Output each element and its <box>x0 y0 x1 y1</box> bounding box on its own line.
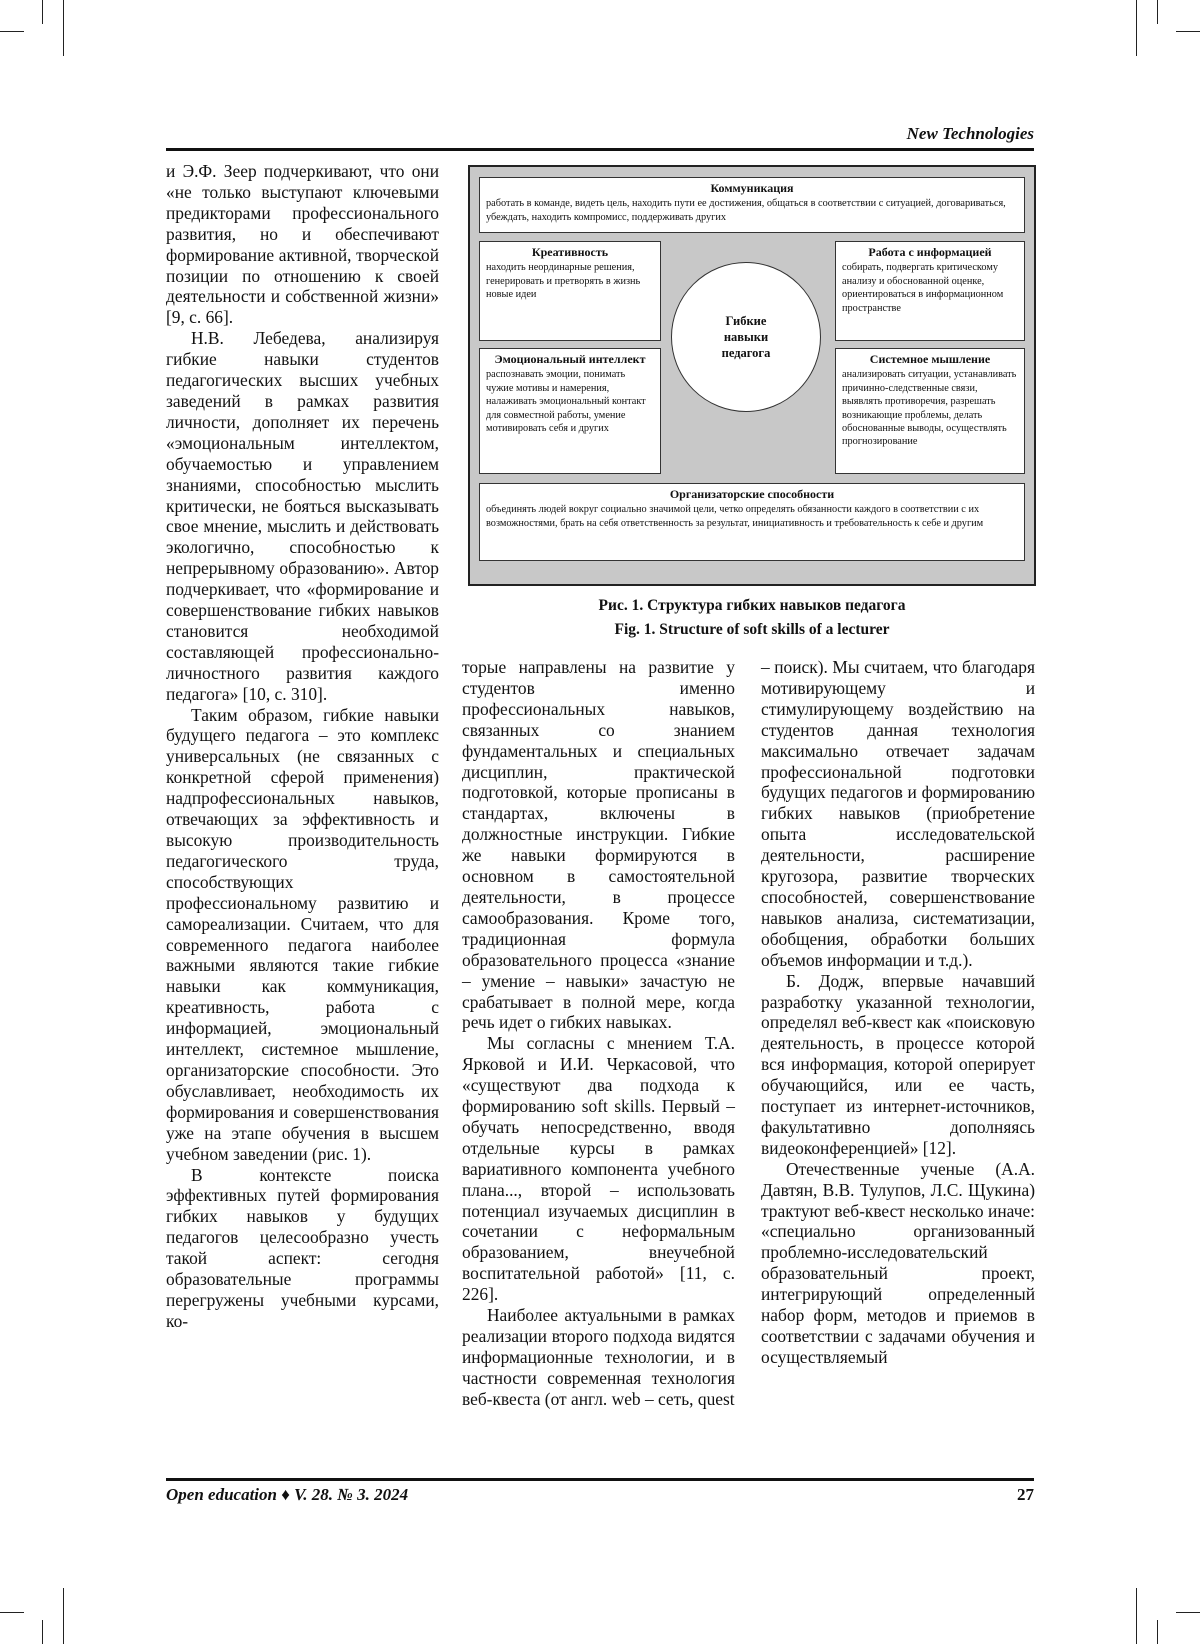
paragraph: – поиск). Мы считаем, что благодаря мотивирующему и стимулирующему воздействию на студентов данная технология максимально отвечает задачам профессиональной подготовки будущих педагогов и формированию гибких навыков (приобретение опыта исследовательской деятельности, расширение кругозора, развитие творческих способностей, совершенствование навыков анализа, систематизации, обобщения, обработки больших объемов информации и т.д.). <box>761 657 1035 970</box>
figure-caption-ru: Рис. 1. Структура гибких навыков педагога <box>598 597 906 614</box>
left-column <box>166 161 439 1332</box>
skill-box-information <box>835 241 1025 341</box>
middle-column <box>462 657 735 1410</box>
skill-title: Работа с информацией <box>868 245 992 259</box>
page-number: 27 <box>1017 1485 1034 1504</box>
skill-title: Эмоциональный интеллект <box>494 352 646 366</box>
paragraph: Таким образом, гибкие навыки будущего педагога – это комплекс универсальных (не связанных с конкретной сферой применения) надпрофессиональных навыков, отвечающих за эффективность и высокую производительность педагогического труда, способствующих профессиональному развитию и самореализации. Считаем, что для современного педагога наиболее важными являются такие гибкие навыки как коммуникация, креативность, работа с информацией, эмоциональный интеллект, системное мышление, организаторские способности. Это обуславливает, необходимость их формирования и совершенствования уже на этапе обучения в высшем учебном заведении (рис. 1). <box>166 704 439 1164</box>
paragraph: Н.В. Лебедева, анализируя гибкие навыки студентов педагогических высших учебных заведений в рамках развития личности, дополняет их перечень «эмоциональным интеллектом, обучаемостью и управлением знаниями, способностью мыслить критически, не бояться высказывать свое мнение, мыслить и действовать экологично, способностью к непрерывному образованию». Автор подчеркивает, что «формирование и совершенствование гибких навыков становится необходимой составляющей профессионально-личностного развития каждого педагога» [10, с. 310]. <box>166 328 439 704</box>
skill-box-emotional-intelligence <box>479 348 661 474</box>
crop-mark <box>63 1588 64 1644</box>
crop-mark <box>63 0 64 56</box>
paragraph: Б. Додж, впервые начавший разработку указанной технологии, определял веб-квест как «поисковую деятельность, в процессе которой вся информация, которой оперирует обучающийся, или ее часть, поступает из интернет-источников, факультативно дополняясь видеоконференцией» [12]. <box>761 970 1035 1158</box>
journal-citation: Open education ♦ V. 28. № 3. 2024 <box>166 1485 409 1504</box>
skill-description: собирать, подвергать критическому анализу и обоснованной оценке, ориентироваться в информационном пространстве <box>842 262 1004 314</box>
crop-mark <box>1157 0 1158 24</box>
paragraph: торые направлены на развитие у студентов именно профессиональных навыков, связанных со знанием фундаментальных и специальных дисциплин, практической подготовкой, которые прописаны в стандартах, включены в должностные инструкции. Гибкие же навыки формируются в основном в самостоятельной деятельности, в процессе самообразования. Кроме того, традиционная формула образовательного процесса «знание – умение – навыки» зачастую не срабатывает в полной мере, когда речь идет о гибких навыках. <box>462 657 735 1033</box>
figure-caption-en: Fig. 1. Structure of soft skills of a lecturer <box>614 621 890 638</box>
skill-description: работать в команде, видеть цель, находить пути ее достижения, общаться в соответствии с ситуацией, договариваться, убеждать, находить компромисс, поддерживать других <box>486 198 1006 223</box>
skill-box-organization <box>479 483 1025 561</box>
paragraph: Наиболее актуальными в рамках реализации второго подхода видятся информационные технологии, и в частности современная технология веб-квеста (от англ. web – сеть, quest <box>462 1305 735 1409</box>
skill-description: находить неординарные решения, генерировать и претворять в жизнь новые идеи <box>486 262 641 301</box>
skill-title: Креативность <box>531 245 609 259</box>
crop-mark <box>1176 1612 1200 1613</box>
center-circle: Гибкие навыки педагога <box>671 262 821 412</box>
crop-mark <box>1157 1620 1158 1644</box>
skill-title: Коммуникация <box>710 181 794 195</box>
skill-description: объединять людей вокруг социально значимой цели, четко определять обязанности каждого в соответствии с их возможностями, брать на себя ответственность за результат, инициативность и требовательность к себе и другим <box>486 504 984 529</box>
skill-box-creativity <box>479 241 661 341</box>
skill-title: Системное мышление <box>869 352 991 366</box>
crop-mark <box>0 1612 24 1613</box>
paragraph: Отечественные ученые (А.А. Давтян, В.В. Тулупов, Л.С. Щукина) трактуют веб-квест несколько иначе: «специально организованный проблемно-исследовательский образовательный проект, интегрирующий определенный набор форм, методов и приемов в соответствии с задачами обучения и осуществляемый <box>761 1158 1035 1367</box>
footer-rule <box>166 1478 1034 1481</box>
right-column <box>761 657 1035 1368</box>
skill-box-systems-thinking <box>835 348 1025 474</box>
crop-mark <box>0 31 24 32</box>
crop-mark <box>1136 0 1137 56</box>
running-head: New Technologies <box>166 124 1034 151</box>
skill-description: анализировать ситуации, устанавливать причинно-следственные связи, выявлять противоречия, разрешать возникающие проблемы, делать обоснованные выводы, осуществлять прогнозирование <box>842 369 1017 448</box>
crop-mark <box>1176 31 1200 32</box>
figure-soft-skills <box>468 165 1036 586</box>
paragraph: В контексте поиска эффективных путей формирования гибких навыков у будущих педагогов целесообразно учесть такой аспект: сегодня образовательные программы перегружены учебными курсами, ко- <box>166 1164 439 1331</box>
paragraph: Мы согласны с мнением Т.А. Ярковой и И.И. Черкасовой, что «существуют два подхода к формированию soft skills. Первый – обучать непосредственно, вводя отдельные курсы в рамках вариативного компонента учебного плана..., второй – использовать потенциал изучаемых дисциплин в сочетании с неформальным образованием, внеучебной воспитательной работой» [11, с. 226]. <box>462 1033 735 1305</box>
skill-description: распознавать эмоции, понимать чужие мотивы и намерения, налаживать эмоциональный контакт для совместной работы, умение мотивировать себя и других <box>486 369 646 435</box>
crop-mark <box>42 0 43 24</box>
skill-title: Организаторские способности <box>669 487 835 501</box>
skill-box-communication <box>479 177 1025 233</box>
crop-mark <box>1136 1588 1137 1644</box>
crop-mark <box>42 1620 43 1644</box>
paragraph: и Э.Ф. Зеер подчеркивают, что они «не только выступают ключевыми предикторами профессионального развития, но и обеспечивают формирование активной, творческой позиции по отношению к своей деятельности и собственной жизни» [9, с. 66]. <box>166 161 439 328</box>
